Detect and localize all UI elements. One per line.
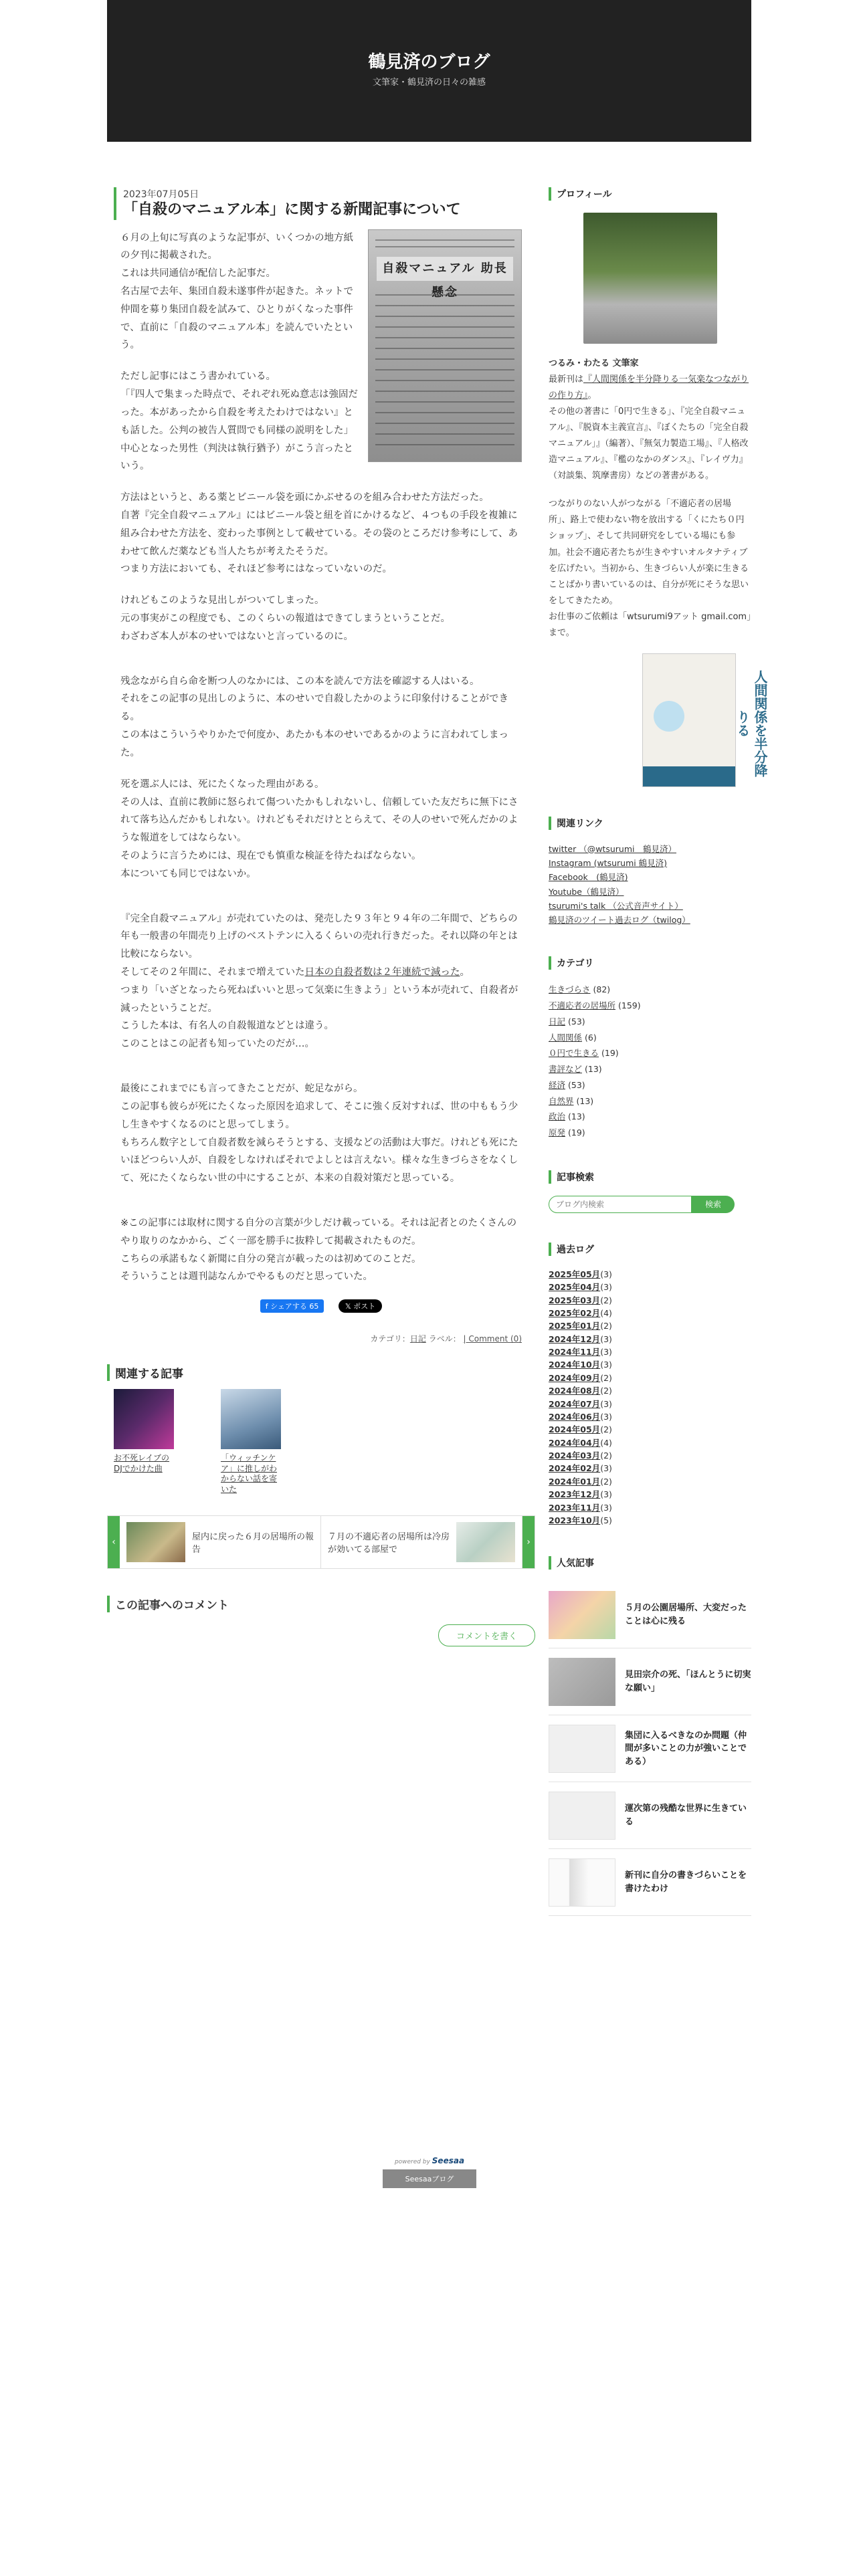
blog-header — [107, 0, 751, 142]
carousel-item[interactable] — [321, 1516, 522, 1568]
archive-block — [549, 1243, 751, 1527]
archive-count: (3) — [600, 1411, 612, 1422]
paragraph: 死を選ぶ人には、死にたくなった理由がある。 その人は、直前に教師に怒られて傷ついたかもしれないし、信頼していた友だちに無下にされて落ち込んだかもしれない。けれどもそれだけととらえて、その人のせいで死んだかのような報道をしてはならない。 そのように言うためには、現在でも慎重な検証を待たねばならない。 本についても同じではないか。 — [120, 778, 518, 879]
archive-list — [549, 1268, 751, 1527]
chevron-left-icon: ‹ — [112, 1536, 116, 1547]
archive-item — [549, 1475, 751, 1488]
facebook-icon: f — [265, 1302, 271, 1311]
archive-item — [549, 1281, 751, 1293]
archive-item — [549, 1398, 751, 1410]
popular-item[interactable] — [549, 1849, 751, 1916]
archive-item — [549, 1307, 751, 1319]
paragraph: ただし記事にはこう書かれている。 「『四人で集まった時点で、それぞれ死ぬ意志は強固だった。本があったから自殺を考えたわけではない』とも話した。公判の被告人質問でも同様の説明をした」 中心となった男性（判決は執行猶予）がこう言ったという。 — [120, 371, 358, 472]
profile-activities: つながりのない人がつながる「不適応者の居場所」、路上で使わない物を放出する「くにたち０円ショップ」、そして共同研究をしている場にも参加。社会不適応者たちが生きやすいオルタナティブを広げたい。当初から、生きづらい人が楽に生きることばかり書いているのは、自分が死にそうな思いをしてきたため。 お仕事のご依頼は「wtsurumi9アット gmail.com」まで。 — [549, 499, 751, 638]
archive-item — [549, 1514, 751, 1527]
profile-heading: プロフィール — [549, 187, 751, 201]
archive-count: (3) — [600, 1463, 612, 1474]
archive-month-link[interactable]: 2023年11月 — [549, 1502, 601, 1513]
search-form — [549, 1196, 751, 1213]
suicide-stats-link[interactable]: 日本の自殺者数は２年連続で減った — [304, 967, 460, 978]
popular-thumbnail — [549, 1858, 615, 1907]
archive-heading: 過去ログ — [549, 1243, 751, 1256]
popular-thumbnail — [549, 1725, 615, 1773]
page-wrapper — [107, 0, 768, 2576]
post-date: 2023年07月05日 — [123, 189, 199, 200]
post-body — [107, 229, 535, 1287]
book-cover-image[interactable] — [642, 653, 768, 787]
archive-item — [549, 1488, 751, 1501]
newspaper-headline: 自殺マニュアル 助長懸念 — [377, 257, 513, 281]
sidebar — [549, 187, 768, 1945]
archive-item — [549, 1346, 751, 1358]
related-link[interactable]: お不死レイブのDJでかけた曲 — [114, 1453, 170, 1473]
archive-month-link[interactable]: 2024年10月 — [549, 1360, 601, 1370]
category-item: ０円で生きる (19) — [549, 1048, 619, 1059]
archive-month-link[interactable]: 2024年05月 — [549, 1424, 601, 1435]
archive-month-link[interactable]: 2024年09月 — [549, 1372, 601, 1383]
category-item: 経済 (53) — [549, 1079, 585, 1090]
category-link[interactable]: 人間関係 — [549, 1032, 583, 1043]
category-link[interactable]: 経済 — [549, 1079, 566, 1090]
archive-count: (3) — [600, 1489, 612, 1500]
archive-count: (2) — [600, 1386, 612, 1396]
popular-title: ５月の公園居場所、大変だったことは心に残る — [625, 1603, 747, 1626]
search-block — [549, 1170, 751, 1213]
search-heading: 記事検索 — [549, 1170, 751, 1184]
chevron-right-icon: › — [527, 1536, 531, 1547]
archive-count: (3) — [600, 1347, 612, 1358]
archive-month-link[interactable]: 2024年06月 — [549, 1411, 601, 1422]
write-comment-button[interactable]: コメントを書く — [438, 1624, 535, 1646]
archive-month-link[interactable]: 2025年05月 — [549, 1269, 601, 1279]
carousel-thumbnail — [456, 1522, 515, 1562]
archive-month-link[interactable]: 2025年03月 — [549, 1295, 601, 1305]
archive-month-link[interactable]: 2024年07月 — [549, 1398, 601, 1409]
archive-month-link[interactable]: 2024年01月 — [549, 1476, 601, 1487]
profile-name: つるみ・わたる 文筆家 — [549, 358, 639, 368]
related-list — [107, 1389, 535, 1495]
category-link[interactable]: ０円で生きる — [549, 1048, 599, 1059]
category-link[interactable]: 生きづらさ — [549, 984, 591, 995]
carousel-title: 屋内に戻った６月の居場所の報告 — [192, 1531, 314, 1555]
archive-month-link[interactable]: 2024年03月 — [549, 1451, 601, 1461]
archive-month-link[interactable]: 2024年04月 — [549, 1437, 601, 1448]
popular-item[interactable] — [549, 1782, 751, 1849]
categories-heading: カテゴリ — [549, 956, 751, 970]
paragraph: 方法はというと、ある薬とビニール袋を頭にかぶせるのを組み合わせた方法だった。 自著『完全自殺マニュアル』にはビニール袋と紐を首にかけるなど、４つもの手段を複雑に組み合わせた方法を、変わった事例として載せている。その袋のところだけ参考にして、あわせて飲んだ薬なども当人たちが考えたそうだ。 つまり方法においても、それほど参考にはなっていないのだ。 — [120, 492, 518, 575]
archive-count: (3) — [600, 1282, 612, 1293]
x-icon: 𝕏 — [345, 1302, 354, 1311]
archive-item — [549, 1333, 751, 1346]
archive-item — [549, 1462, 751, 1475]
category-link[interactable]: 自然界 — [549, 1095, 574, 1106]
book-title: 人間関係を半分降りる — [735, 669, 768, 777]
paragraph: 『完全自殺マニュアル』が売れていたのは、発売した９３年と９４年の二年間で、どちらの年も一般書の年間売り上げのベストテンに入るくらいの売れ行きだった。それ以降の年とは比較にならない。 そしてその２年間に、それまで増えていた日本の自殺者数は２年連続で減った。 つまり「いざとなったら死ねばいいと思って気楽に生きよう」という本が売れて、自殺者が減ったということだ。 こうした本は、有名人の自殺報道などとは違う。 このことはこの記者も知っていたのだが…。 — [120, 913, 518, 1050]
archive-count: (2) — [600, 1424, 612, 1435]
powered-by: powered by Seesaa Seesaaブログ — [383, 2156, 476, 2188]
popular-item[interactable] — [549, 1715, 751, 1782]
search-input[interactable] — [549, 1196, 692, 1213]
category-link[interactable]: 日記 — [549, 1016, 566, 1027]
seesaa-blog-button[interactable]: Seesaaブログ — [383, 2169, 476, 2188]
popular-title: 集団に入るべきなのか問題（仲間が多いことの力が強いことである） — [625, 1730, 747, 1767]
post-footer: カテゴリ：日記 ラベル： | Comment (0) — [370, 1334, 522, 1344]
popular-title: 見田宗介の死、「ほんとうに切実な願い」 — [625, 1670, 751, 1693]
popular-thumbnail — [549, 1591, 615, 1639]
category-item: 人間関係 (6) — [549, 1032, 597, 1043]
facebook-link[interactable]: Facebook (鶴見済) — [549, 872, 628, 883]
popular-title: 新刊に自分の書きづらいことを書けたわけ — [625, 1870, 747, 1894]
carousel-title: ７月の不適応者の居場所は冷房が効いてる部屋で — [328, 1531, 450, 1555]
profile-block — [549, 187, 768, 787]
archive-month-link[interactable]: 2024年11月 — [549, 1347, 601, 1358]
paragraph: ※この記事には取材に関する自分の言葉が少しだけ載っている。それは記者とのたくさんのやり取りのなかから、ごく一部を勝手に抜粋して掲載されたものだ。 こちらの承諾もなく新聞に自分の発言が載ったのは初めてのことだ。 そういうことは週刊誌なんかでやるものだと思っていた。 — [120, 1217, 517, 1283]
search-button[interactable]: 検索 — [692, 1196, 735, 1213]
archive-count: (3) — [600, 1360, 612, 1370]
carousel-thumbnail — [126, 1522, 185, 1562]
comments-heading: この記事へのコメント — [107, 1596, 535, 1612]
popular-heading: 人気記事 — [549, 1556, 751, 1570]
archive-count: (3) — [600, 1502, 612, 1513]
related-item[interactable] — [114, 1389, 174, 1495]
profile-photo — [583, 213, 717, 344]
popular-item[interactable] — [549, 1648, 751, 1715]
facebook-share-button[interactable]: f シェアする 65 — [260, 1299, 324, 1313]
blog-title[interactable]: 鶴見済のブログ — [368, 52, 490, 72]
paragraph: 残念ながら自ら命を断つ人のなかには、この本を読んで方法を確認する人はいる。 それをこの記事の見出しのように、本のせいで自殺したかのように印象付けることができる。 この本はこういうやりかたで何度か、あたかも本のせいであるかのように言われてしまった。 — [120, 675, 508, 758]
archive-item — [549, 1319, 751, 1332]
category-item: 政治 (13) — [549, 1111, 585, 1122]
popular-item[interactable] — [549, 1582, 751, 1648]
category-item: 日記 (53) — [549, 1016, 585, 1027]
x-post-button[interactable]: 𝕏 ポスト — [339, 1299, 382, 1313]
archive-item — [549, 1358, 751, 1371]
archive-count: (2) — [600, 1451, 612, 1461]
related-thumbnail — [114, 1389, 174, 1449]
category-link[interactable]: 原発 — [549, 1128, 566, 1138]
archive-item — [549, 1268, 751, 1281]
category-link[interactable]: 政治 — [549, 1111, 566, 1122]
related-link[interactable]: 「ウィッチンケア」に推しがわからない話を寄いた — [221, 1453, 278, 1494]
related-thumbnail — [221, 1389, 281, 1449]
archive-count: (3) — [600, 1333, 612, 1344]
archive-count: (2) — [600, 1372, 612, 1383]
archive-item — [549, 1410, 751, 1423]
links-block — [549, 817, 751, 928]
youtube-link[interactable]: Youtube（鶴見済） — [549, 886, 624, 897]
category-link[interactable]: 不適応者の居場所 — [549, 1000, 616, 1011]
related-heading: 関連する記事 — [107, 1364, 535, 1381]
archive-month-link[interactable]: 2025年01月 — [549, 1321, 601, 1331]
paragraph: 最後にこれまでにも言ってきたことだが、蛇足ながら。 この記事も彼らが死にたくなった原因を追求して、そこに強く反対すれば、世の中ももう少し生きやすくなるのにと思ってしまう。 もちろん数字として自殺者数を減らそうとする、支援などの活動は大事だ。けれども死にたいほどつらい人が、自殺をしなければそれでよしとは言えない。様々な生きづらさをなくして、死にたくならない世の中にすることが、本来の自殺対策だと思っている。 — [120, 1083, 518, 1184]
archive-count: (2) — [600, 1321, 612, 1331]
popular-thumbnail — [549, 1792, 615, 1840]
archive-month-link[interactable]: 2025年02月 — [549, 1307, 601, 1318]
archive-month-link[interactable]: 2023年10月 — [549, 1515, 601, 1525]
archive-month-link[interactable]: 2023年12月 — [549, 1489, 601, 1500]
archive-month-link[interactable]: 2024年08月 — [549, 1386, 601, 1396]
archive-month-link[interactable]: 2024年02月 — [549, 1463, 601, 1474]
archive-count: (4) — [600, 1307, 612, 1318]
post-heading — [114, 187, 535, 220]
archive-item — [549, 1372, 751, 1384]
category-item: 生きづらさ (82) — [549, 984, 611, 995]
category-link[interactable]: 日記 — [409, 1334, 426, 1344]
carousel-prev-button[interactable] — [108, 1516, 120, 1568]
category-item: 原発 (19) — [549, 1128, 585, 1138]
main-column — [107, 187, 535, 1646]
category-list — [549, 982, 751, 1141]
book-band — [643, 766, 735, 786]
popular-list — [549, 1582, 751, 1916]
archive-item — [549, 1294, 751, 1307]
archive-item — [549, 1384, 751, 1397]
book-decoration — [654, 701, 684, 732]
popular-title: 運次第の残酷な世界に生きている — [625, 1804, 747, 1827]
popular-thumbnail — [549, 1658, 615, 1706]
twitter-link[interactable]: twitter （@wtsurumi 鶴見済） — [549, 843, 676, 854]
article-carousel — [107, 1515, 535, 1569]
archive-month-link[interactable]: 2025年04月 — [549, 1282, 601, 1293]
paragraph: ６月の上旬に写真のような記事が、いくつかの地方紙の夕刊に掲載された。 これは共同通信が配信した記事だ。 名古屋で去年、集団自殺未遂事件が起きた。ネットで仲間を募り集団自殺を試みて、ひとりがくなった事件で、直前に「自殺のマニュアル本」を読んでいたという。 — [120, 232, 353, 351]
archive-count: (2) — [600, 1295, 612, 1305]
post-title: 「自殺のマニュアル本」に関する新聞記事について — [123, 201, 461, 218]
archive-count: (4) — [600, 1437, 612, 1448]
archive-month-link[interactable]: 2024年12月 — [549, 1333, 601, 1344]
category-item: 不適応者の居場所 (159) — [549, 1000, 641, 1011]
archive-item — [549, 1501, 751, 1514]
blog-description: 文筆家・鶴見済の日々の雑感 — [372, 78, 486, 88]
latest-book-link[interactable]: 『人間関係を半分降りる一気楽なつながりの作り方』 — [549, 374, 749, 401]
link-list — [549, 842, 751, 928]
archive-item — [549, 1449, 751, 1462]
category-item: 自然界 (13) — [549, 1095, 594, 1106]
archive-item — [549, 1436, 751, 1449]
archive-count: (2) — [600, 1476, 612, 1487]
instagram-link[interactable]: Instagram (wtsurumi 鶴見済) — [549, 858, 668, 869]
archive-item — [549, 1423, 751, 1436]
newspaper-clipping-image — [368, 229, 522, 462]
archive-count: (5) — [600, 1515, 612, 1525]
paragraph: けれどもこのような見出しがついてしまった。 元の事実がこの程度でも、このくらいの報道はできてしまうということだ。 わざわざ本人が本のせいではないと言っているのに。 — [120, 595, 450, 642]
carousel-next-button[interactable] — [522, 1516, 535, 1568]
category-item: 書評など (13) — [549, 1064, 602, 1075]
tsurumi-talk-link[interactable]: tsurumi's talk （公式音声サイト） — [549, 900, 683, 911]
related-item[interactable] — [221, 1389, 281, 1495]
share-row — [107, 1299, 535, 1313]
category-link[interactable]: 書評など — [549, 1064, 583, 1075]
profile-text: つるみ・わたる 文筆家 最新刊は『人間関係を半分降りる一気楽なつながりの作り方』。 その他の著書に「0円で生きる」、『完全自殺マニュアル』、『脱資本主義宣言』、『ぼくたちの「完全自殺マニュアル」』（編著）、『無気力製造工場』、『人格改造マニュアル』、『檻のなかのダンス』、『レイヴ力』（対談集、筑摩書房）などの著書がある。 — [549, 358, 749, 481]
archive-count: (3) — [600, 1398, 612, 1409]
archive-count: (3) — [600, 1269, 612, 1279]
comment-count-link[interactable]: | Comment (0) — [463, 1334, 522, 1344]
seesaa-logo[interactable]: Seesaa — [432, 2156, 465, 2165]
twilog-link[interactable]: 鶴見済のツイート過去ログ（twilog） — [549, 915, 690, 926]
links-heading: 関連リンク — [549, 817, 751, 830]
popular-block — [549, 1556, 751, 1916]
carousel-item[interactable] — [120, 1516, 321, 1568]
categories-block — [549, 956, 751, 1141]
